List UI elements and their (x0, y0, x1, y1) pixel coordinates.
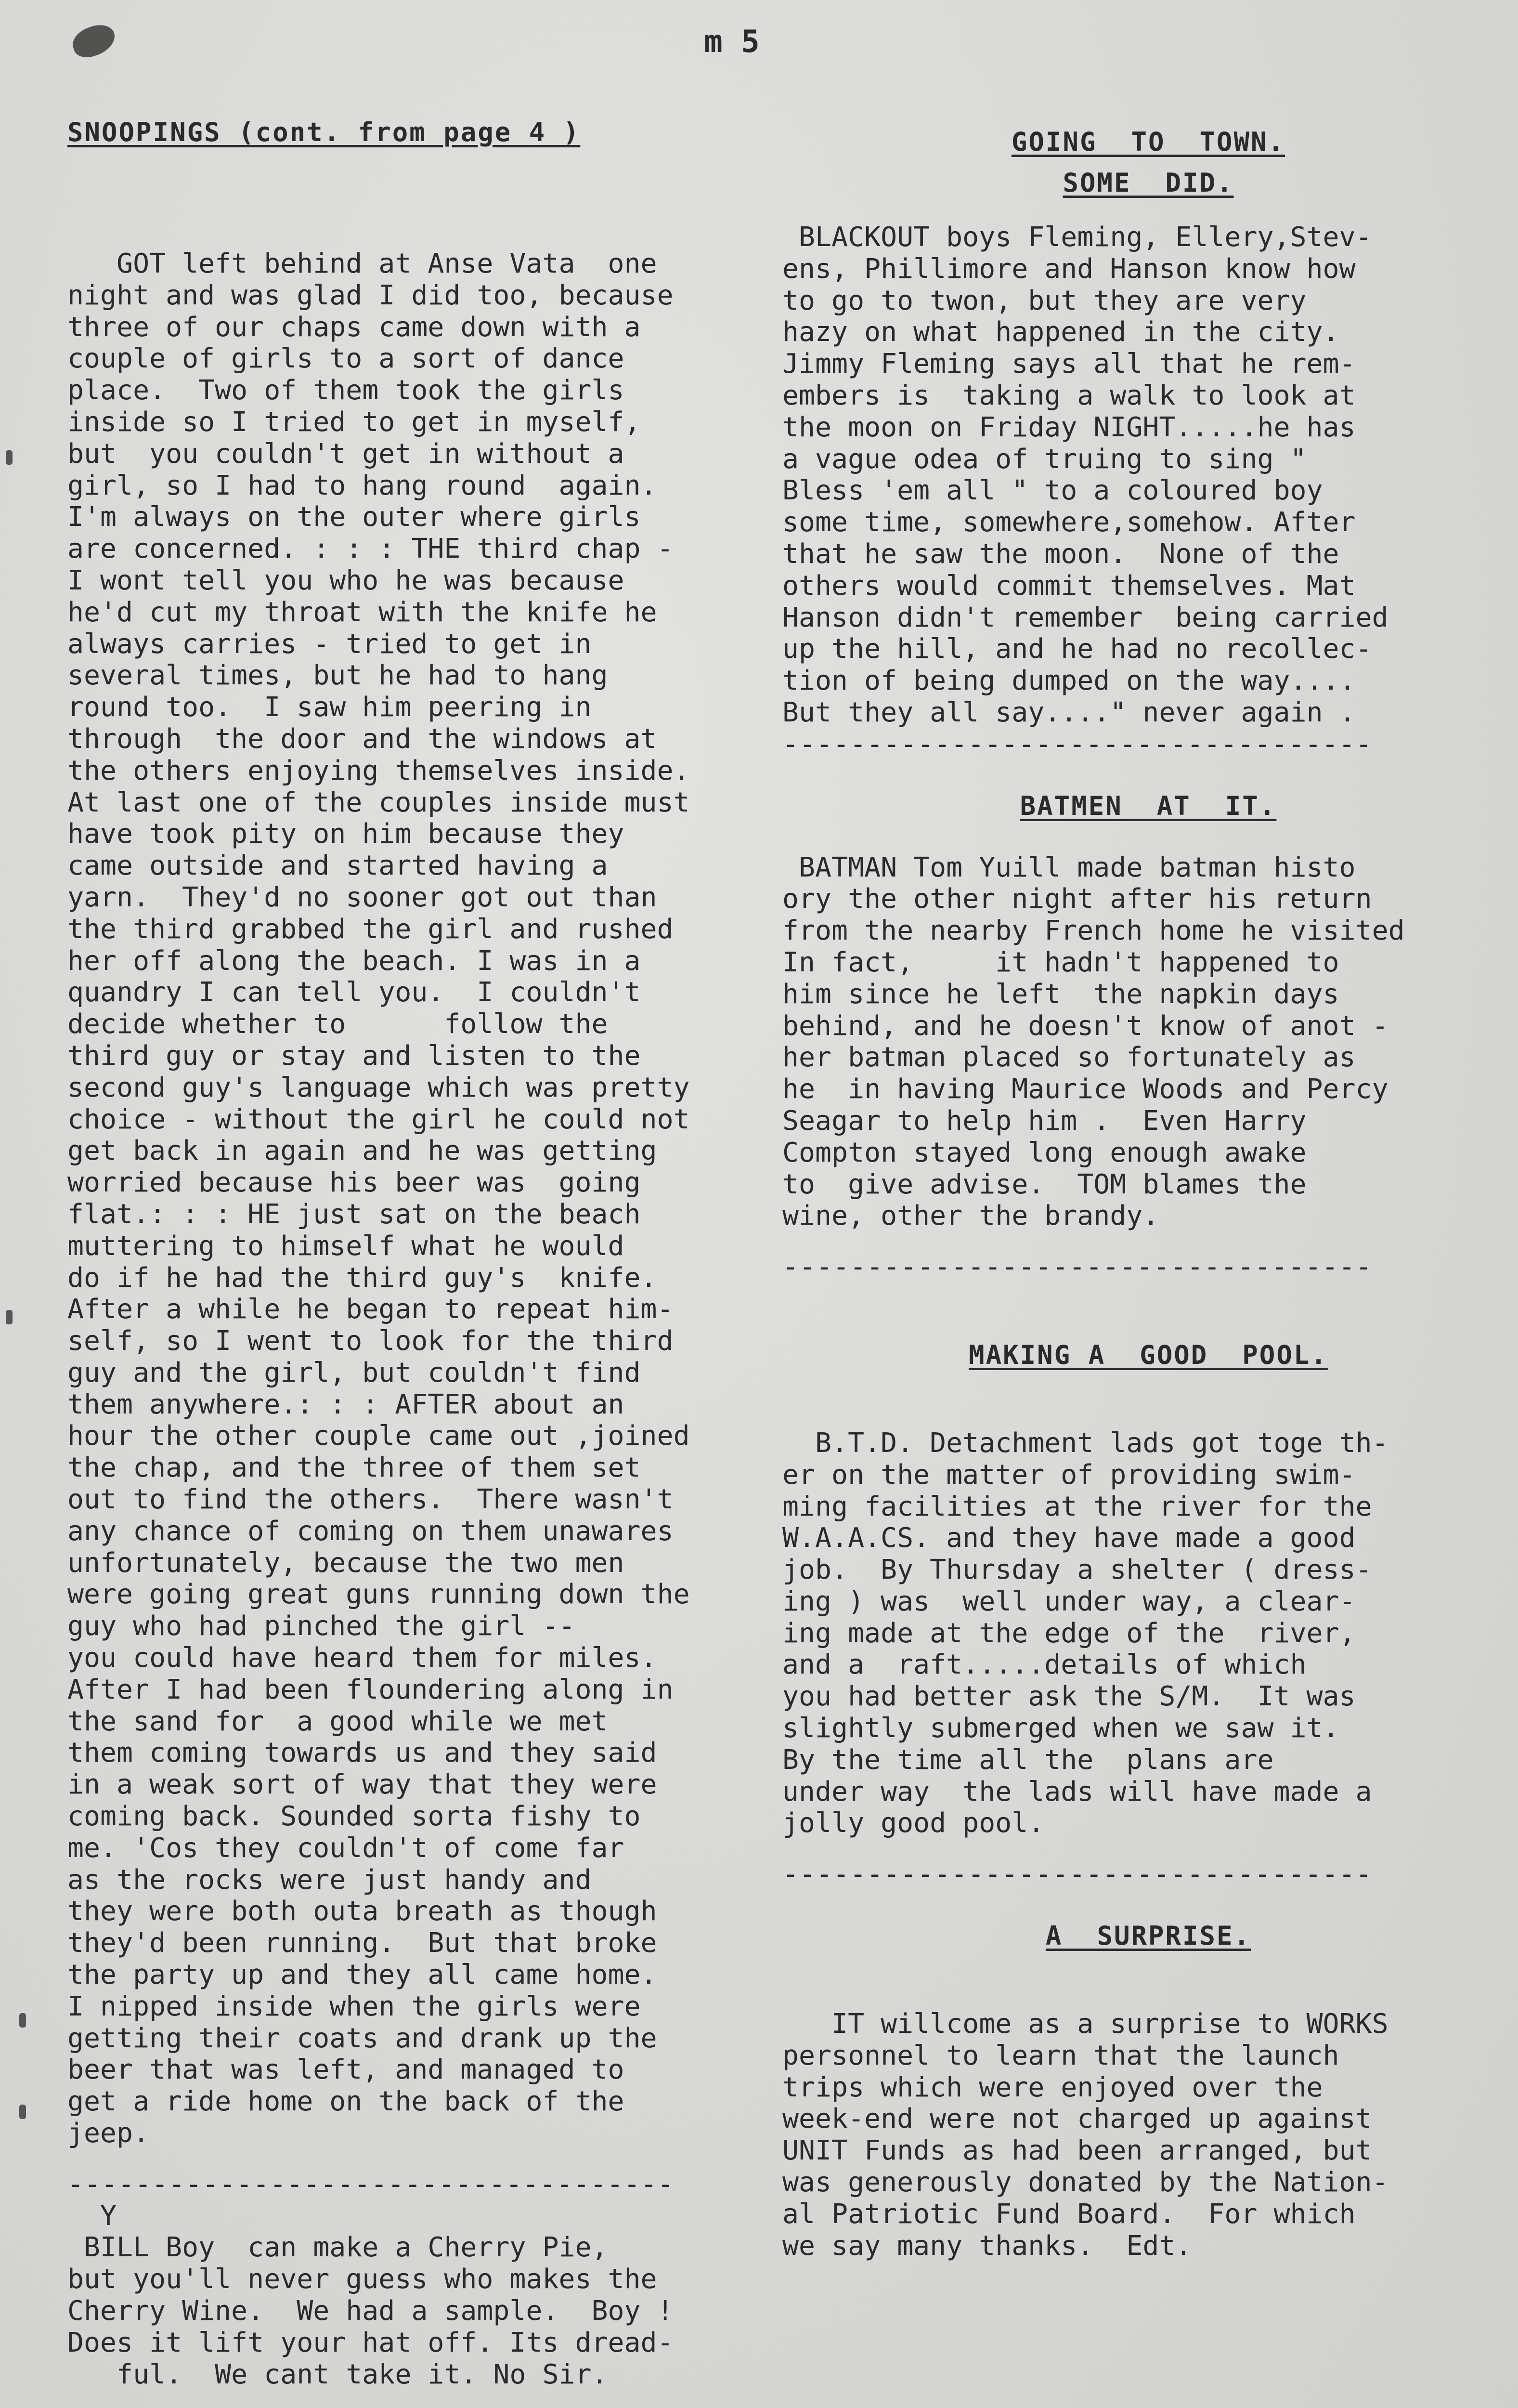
text-line: UNIT Funds as had been arranged, but (782, 2135, 1372, 2167)
surprise-article (782, 2008, 1514, 2262)
text-line: choice - without the girl he could not (67, 1103, 690, 1135)
snoopings-heading: SNOOPINGS (cont. from page 4 ) (67, 117, 581, 147)
text-line: hazy on what happened in the city. (782, 316, 1339, 348)
text-line: the others enjoying themselves inside. (67, 755, 690, 786)
text-line: ing made at the edge of the river, (782, 1617, 1356, 1649)
text-line: the chap, and the three of them set (67, 1452, 641, 1484)
text-line: third guy or stay and listen to the (67, 1040, 641, 1072)
text-line: flat.: : : HE just sat on the beach (67, 1198, 641, 1230)
text-line: you could have heard them for miles. (67, 1642, 657, 1674)
text-line: hour the other couple came out ,joined (67, 1420, 690, 1452)
text-line: we say many thanks. Edt. (782, 2230, 1192, 2262)
text-line: er on the matter of providing swim- (782, 1459, 1356, 1491)
text-line: guy who had pinched the girl -- (67, 1610, 575, 1642)
text-line: jolly good pool. (782, 1807, 1045, 1839)
text-line: him since he left the napkin days (782, 978, 1339, 1010)
text-line: any chance of coming on them unawares (67, 1515, 674, 1547)
text-line: always carries - tried to get in (67, 628, 592, 660)
text-line: as the rocks were just handy and (67, 1864, 592, 1896)
text-line: in a weak sort of way that they were (67, 1769, 657, 1801)
text-line: Does it lift your hat off. Its dread- (67, 2327, 674, 2358)
batmen-heading: BATMEN AT IT. (1020, 790, 1277, 821)
right-divider-2: ----------------------------------- (782, 1251, 1373, 1283)
text-line: trips which were enjoyed over the (782, 2071, 1323, 2103)
text-line: some time, somewhere,somehow. After (782, 507, 1356, 538)
right-divider-3: ----------------------------------- (782, 1858, 1373, 1890)
text-line: At last one of the couples inside must (67, 786, 690, 818)
margin-mark (19, 2105, 26, 2119)
text-line: they were both outa breath as though (67, 1896, 657, 1927)
text-line: unfortunately, because the two men (67, 1547, 624, 1579)
text-line: inside so I tried to get in myself, (67, 406, 641, 438)
text-line: out to find the others. There wasn't (67, 1484, 674, 1516)
text-line: getting their coats and drank up the (67, 2022, 657, 2054)
text-line: under way the lads will have made a (782, 1776, 1372, 1807)
text-line: self, so I went to look for the third (67, 1325, 674, 1357)
text-line: that he saw the moon. None of the (782, 538, 1339, 570)
text-line: In fact, it hadn't happened to (782, 946, 1339, 978)
text-line: them coming towards us and they said (67, 1737, 657, 1769)
going-to-town-article (782, 222, 1514, 729)
text-line: couple of girls to a sort of dance (67, 343, 624, 375)
text-line: tion of being dumped on the way.... (782, 665, 1356, 697)
right-column (782, 120, 1514, 2262)
text-line: beer that was left, and managed to (67, 2054, 624, 2086)
text-line: the sand for a good while we met (67, 1705, 608, 1737)
text-line: Hanson didn't remember being carried (782, 602, 1388, 633)
text-line: embers is taking a walk to look at (782, 380, 1356, 411)
text-line: jeep. (67, 2118, 150, 2149)
text-line: the third grabbed the girl and rushed (67, 913, 674, 945)
text-line: do if he had the third guy's knife. (67, 1262, 657, 1294)
text-line: W.A.A.CS. and they have made a good (782, 1522, 1356, 1554)
text-line: behind, and he doesn't know of anot - (782, 1010, 1388, 1042)
bill-boy-article (67, 2200, 790, 2391)
text-line: night and was glad I did too, because (67, 279, 674, 311)
margin-mark (19, 2013, 26, 2028)
text-line: girl, so I had to hang round again. (67, 470, 657, 501)
text-line: he in having Maurice Woods and Percy (782, 1073, 1388, 1105)
text-line: I nipped inside when the girls were (67, 1990, 641, 2022)
text-line: second guy's language which was pretty (67, 1072, 690, 1103)
text-line: I wont tell you who he was because (67, 564, 624, 596)
text-line: muttering to himself what he would (67, 1230, 624, 1262)
text-line: guy and the girl, but couldn't find (67, 1357, 641, 1388)
margin-mark (6, 1310, 13, 1324)
text-line: wine, other the brandy. (782, 1200, 1159, 1232)
text-line: have took pity on him because they (67, 818, 624, 850)
ink-blot (69, 21, 119, 62)
text-line: to give advise. TOM blames the (782, 1168, 1307, 1200)
text-line: was generously donated by the Nation- (782, 2167, 1388, 2199)
text-line: the moon on Friday NIGHT.....he has (782, 411, 1356, 443)
text-line: I'm always on the outer where girls (67, 501, 641, 533)
text-line: ful. We cant take it. No Sir. (67, 2358, 608, 2390)
text-line: ming facilities at the river for the (782, 1491, 1372, 1522)
text-line: week-end were not charged up against (782, 2103, 1372, 2135)
text-line: quandry I can tell you. I couldn't (67, 977, 641, 1008)
text-line: After I had been floundering along in (67, 1674, 674, 1705)
snoopings-article (67, 248, 790, 2149)
text-line: me. 'Cos they couldn't of come far (67, 1832, 624, 1864)
left-divider: ------------------------------------ (67, 2168, 675, 2200)
text-line: but you couldn't get in without a (67, 438, 624, 470)
text-line: Compton stayed long enough awake (782, 1137, 1307, 1168)
text-line: but you'll never guess who makes the (67, 2264, 657, 2295)
text-line: slightly submerged when we saw it. (782, 1713, 1339, 1744)
text-line: BATMAN Tom Yuill made batman histo (782, 851, 1356, 883)
text-line: are concerned. : : : THE third chap - (67, 533, 674, 565)
text-line: Y (67, 2200, 117, 2232)
text-line: B.T.D. Detachment lads got toge th- (782, 1427, 1388, 1459)
text-line: But they all say...." never again . (782, 696, 1356, 728)
text-line: you had better ask the S/M. It was (782, 1681, 1356, 1713)
text-line: BLACKOUT boys Fleming, Ellery,Stev- (782, 222, 1372, 253)
text-line: decide whether to follow the (67, 1008, 608, 1040)
text-line: worried because his beer was going (67, 1167, 641, 1199)
text-line: through the door and the windows at (67, 723, 657, 755)
text-line: al Patriotic Fund Board. For which (782, 2198, 1356, 2230)
going-to-town-heading: GOING TO TOWN. (1011, 127, 1285, 157)
text-line: he'd cut my throat with the knife he (67, 596, 657, 628)
text-line: Jimmy Fleming says all that he rem- (782, 348, 1356, 380)
pool-article (782, 1427, 1514, 1839)
text-line: to go to twon, but they are very (782, 285, 1307, 316)
surprise-heading: A SURPRISE. (1045, 1921, 1251, 1951)
text-line: round too. I saw him peering in (67, 692, 592, 723)
text-line: several times, but he had to hang (67, 660, 608, 692)
left-column (67, 118, 790, 2390)
page-number: m 5 (704, 24, 760, 60)
text-line: others would commit themselves. Mat (782, 570, 1356, 602)
text-line: Seagar to help him . Even Harry (782, 1105, 1307, 1137)
text-line: GOT left behind at Anse Vata one (67, 248, 657, 279)
text-line: up the hill, and he had no recollec- (782, 633, 1372, 665)
text-line: from the nearby French home he visited (782, 915, 1405, 947)
text-line: get back in again and he was getting (67, 1135, 657, 1167)
text-line: job. By Thursday a shelter ( dress- (782, 1554, 1372, 1586)
text-line: coming back. Sounded sorta fishy to (67, 1801, 641, 1832)
text-line: BILL Boy can make a Cherry Pie, (67, 2232, 608, 2264)
text-line: came outside and started having a (67, 850, 608, 882)
text-line: her off along the beach. I was in a (67, 945, 641, 977)
text-line: were going great guns running down the (67, 1579, 690, 1610)
text-line: her batman placed so fortunately as (782, 1042, 1356, 1073)
text-line: them anywhere.: : : AFTER about an (67, 1388, 624, 1420)
text-line: ing ) was well under way, a clear- (782, 1585, 1356, 1617)
batmen-article (782, 852, 1514, 1232)
pool-heading: MAKING A GOOD POOL. (969, 1339, 1328, 1370)
some-did-subheading: SOME DID. (1063, 168, 1234, 198)
right-divider-1: ----------------------------------- (782, 728, 1373, 760)
text-line: By the time all the plans are (782, 1744, 1274, 1776)
text-line: yarn. They'd no sooner got out than (67, 881, 657, 913)
text-line: and a raft.....details of which (782, 1649, 1307, 1681)
text-line: Cherry Wine. We had a sample. Boy ! (67, 2295, 674, 2327)
text-line: ory the other night after his return (782, 883, 1372, 915)
text-line: IT willcome as a surprise to WORKS (782, 2008, 1388, 2040)
text-line: Bless 'em all " to a coloured boy (782, 475, 1323, 507)
text-line: they'd been running. But that broke (67, 1927, 657, 1959)
text-line: the party up and they all came home. (67, 1959, 657, 1991)
text-line: place. Two of them took the girls (67, 375, 624, 406)
text-line: ens, Phillimore and Hanson know how (782, 253, 1356, 285)
text-line: three of our chaps came down with a (67, 311, 641, 343)
margin-mark (6, 450, 13, 465)
text-line: a vague odea of truing to sing " (782, 443, 1307, 475)
text-line: personnel to learn that the launch (782, 2040, 1339, 2071)
text-line: After a while he began to repeat him- (67, 1294, 674, 1325)
text-line: get a ride home on the back of the (67, 2086, 624, 2118)
